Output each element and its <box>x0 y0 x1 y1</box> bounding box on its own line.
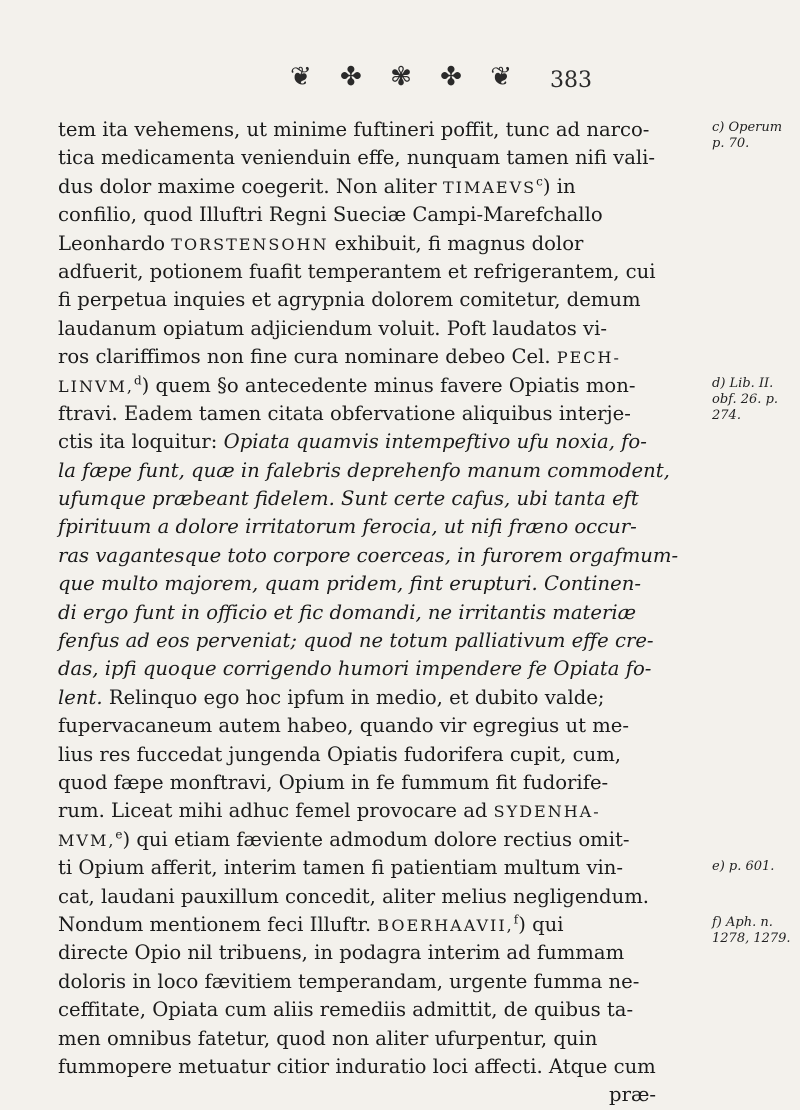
text-segment: di ergo funt in officio et fic domandi, ne irritantis materiæ <box>58 600 637 624</box>
text-line <box>58 599 708 627</box>
text-segment: ) in <box>542 174 576 198</box>
text-line <box>58 655 708 683</box>
text-line <box>58 315 708 343</box>
text-segment: d <box>133 372 142 387</box>
text-segment: doloris in loco fævitiem temperandam, urgente fumma ne- <box>58 969 640 993</box>
text-line <box>58 400 708 428</box>
text-line <box>58 372 708 400</box>
margin-note-d: d) Lib. II. obf. 26. p. 274. <box>712 376 779 423</box>
text-segment: c <box>536 174 543 189</box>
text-segment: ceffitate, Opiata cum aliis remediis admittit, de quibus ta- <box>58 998 634 1022</box>
text-segment: lent. <box>58 685 103 709</box>
text-segment: que multo majorem, quam pridem, fint erupturi. Continen- <box>58 572 641 596</box>
text-segment: Opiata quamvis intempeftivo ufu noxia, fo- <box>223 430 647 454</box>
text-line <box>58 741 708 769</box>
text-line <box>58 258 708 286</box>
text-line <box>58 570 708 598</box>
text-segment: tem ita vehemens, ut minime fuftineri poffit, tunc ad narco- <box>58 118 650 141</box>
text-line <box>58 173 708 201</box>
text-segment: LINVM, <box>58 376 134 396</box>
catchword: præ- <box>609 1083 656 1107</box>
text-segment: ftravi. Eadem tamen citata obfervatione aliquibus interje- <box>58 401 631 425</box>
text-line <box>58 996 708 1024</box>
text-line <box>58 513 708 541</box>
text-segment: MVM, <box>58 830 116 850</box>
text-segment: men omnibus fatetur, quod non aliter ufurpentur, quin <box>58 1026 598 1050</box>
text-segment: BOERHAAVII, <box>377 915 514 935</box>
text-line <box>58 883 708 911</box>
text-segment: ) qui etiam fæviente admodum dolore rectius omit- <box>122 827 630 851</box>
text-segment: quod fæpe monftravi, Opium in fe fummum fit fudorife- <box>58 770 609 794</box>
text-line <box>58 286 708 314</box>
text-segment: la fæpe funt, quæ in falebris deprehenfo manum commodent, <box>58 458 670 482</box>
text-line <box>58 968 708 996</box>
text-segment: e <box>115 827 123 842</box>
text-segment: fi perpetua inquies et agrypnia dolorem comitetur, demum <box>58 288 641 312</box>
text-line <box>58 1053 708 1081</box>
text-segment: lius res fuccedat jungenda Opiatis fudorifera cupit, cum, <box>58 742 622 766</box>
text-segment: cat, laudani pauxillum concedit, aliter melius negligendum. <box>58 884 650 908</box>
text-segment: tica medicamenta venienduin effe, nunquam tamen nifi vali- <box>58 146 656 170</box>
text-line <box>58 911 708 939</box>
text-segment: laudanum opiatum adjiciendum voluit. Poft laudatos vi- <box>58 316 608 340</box>
text-line <box>58 343 708 371</box>
text-line <box>58 769 708 797</box>
text-segment: fenfus ad eos perveniat; quod ne totum palliativum effe cre- <box>58 629 654 653</box>
text-line <box>58 826 708 854</box>
body-text <box>58 116 708 1110</box>
text-line <box>58 684 708 712</box>
text-line <box>58 201 708 229</box>
text-segment: TORSTENSOHN <box>171 234 329 254</box>
text-line <box>58 230 708 258</box>
text-line <box>58 144 708 172</box>
text-line <box>58 712 708 740</box>
text-segment: exhibuit, fi magnus dolor <box>328 231 584 255</box>
text-segment: fupervacaneum autem habeo, quando vir egregius ut me- <box>58 714 629 738</box>
text-line <box>58 797 708 825</box>
text-segment: ti Opium afferit, interim tamen fi patientiam multum vin- <box>58 856 624 880</box>
text-line <box>58 1025 708 1053</box>
text-segment: ufumque præbeant fidelem. Sunt certe cafus, ubi tanta eft <box>58 487 639 511</box>
text-segment: ) qui <box>518 912 564 936</box>
text-segment: dus dolor maxime coegerit. Non aliter <box>58 174 443 198</box>
text-segment: PECH- <box>556 348 621 368</box>
text-line <box>58 428 708 456</box>
text-segment: fummopere metuatur citior induratio loci affecti. Atque cum <box>58 1054 656 1078</box>
text-line <box>58 854 708 882</box>
text-segment: f <box>513 912 519 927</box>
text-line <box>58 542 708 570</box>
text-segment: SYDENHA- <box>493 802 601 822</box>
text-segment: das, ipfi quoque corrigendo humori impendere fe Opiata fo- <box>58 657 652 681</box>
margin-note-c: c) Operum p. 70. <box>712 120 783 151</box>
text-segment: rum. Liceat mihi adhuc femel provocare ad <box>58 799 494 823</box>
text-line <box>58 457 708 485</box>
text-line <box>58 939 708 967</box>
text-segment: adfuerit, potionem fuafit temperantem et refrigerantem, cui <box>58 259 656 283</box>
text-segment: Leonhardo <box>58 231 172 255</box>
page-header <box>0 60 800 100</box>
margin-note-f: f) Aph. n. 1278, 1279. <box>712 915 791 946</box>
text-line <box>58 627 708 655</box>
text-line <box>58 116 708 144</box>
text-segment: ras vagantesque toto corpore coerceas, in furorem orgafmum- <box>58 543 679 567</box>
text-line <box>58 485 708 513</box>
text-segment: fpirituum a dolore irritatorum ferocia, ut nifi fræno occur- <box>58 515 637 539</box>
text-segment: Nondum mentionem feci Illuftr. <box>58 912 378 936</box>
text-segment: ) quem §o antecedente minus favere Opiatis mon- <box>141 373 636 397</box>
text-segment: Relinquo ego hoc ipfum in medio, et dubito valde; <box>102 685 605 709</box>
text-segment: confilio, quod Illuftri Regni Sueciæ Campi-Marefchallo <box>58 203 603 227</box>
text-segment: ctis ita loquitur: <box>58 430 224 454</box>
text-segment: directe Opio nil tribuens, in podagra interim ad fummam <box>58 941 625 965</box>
header-ornament: ❦ ✤ ✾ ✤ ❦ <box>290 62 522 92</box>
text-segment: TIMAEVS <box>442 177 537 197</box>
text-segment: ros clariffimos non fine cura nominare debeo Cel. <box>58 345 557 369</box>
margin-note-e: e) p. 601. <box>712 859 775 874</box>
page-number: 383 <box>550 68 592 93</box>
